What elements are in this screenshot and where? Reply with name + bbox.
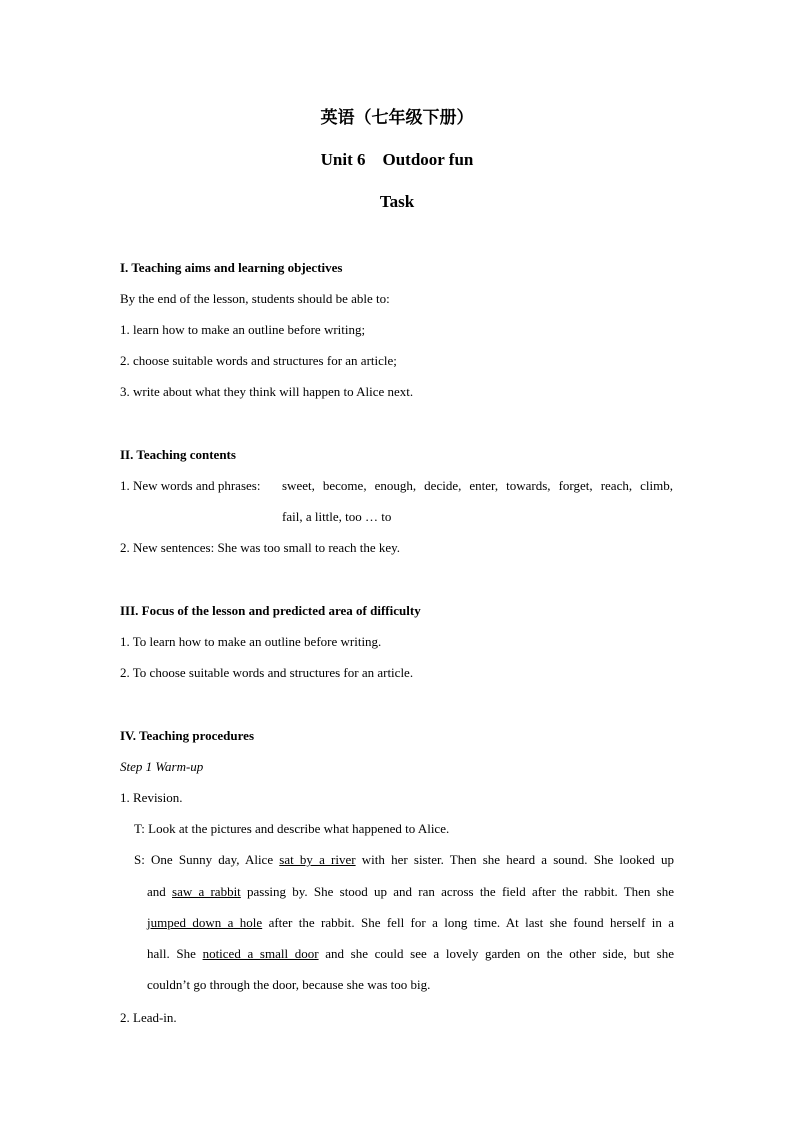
underlined-phrase: jumped down a hole bbox=[147, 915, 263, 930]
underlined-phrase: saw a rabbit bbox=[172, 884, 241, 899]
teacher-line: T: Look at the pictures and describe what happened to Alice. bbox=[134, 821, 450, 836]
aims-item: 3. write about what they think will happen to Alice next. bbox=[120, 384, 414, 399]
underlined-phrase: noticed a small door bbox=[202, 946, 319, 961]
focus-item: 1. To learn how to make an outline before writing. bbox=[120, 634, 382, 649]
focus-heading: III. Focus of the lesson and predicted area of difficulty bbox=[120, 603, 421, 618]
focus-item: 2. To choose suitable words and structures for an article. bbox=[120, 665, 414, 680]
new-words-label: 1. New words and phrases: bbox=[120, 478, 261, 493]
contents-heading: II. Teaching contents bbox=[120, 447, 236, 462]
underlined-phrase: sat by a river bbox=[279, 852, 356, 867]
student-line: S: One Sunny day, Alice sat by a river with her sister. Then she heard a sound. She looked up bbox=[134, 852, 674, 867]
aims-item: 1. learn how to make an outline before writing; bbox=[120, 322, 366, 337]
step1-heading: Step 1 Warm-up bbox=[120, 759, 204, 774]
aims-intro: By the end of the lesson, students should be able to: bbox=[120, 291, 390, 306]
new-words-line: fail, a little, too … to bbox=[282, 509, 392, 524]
revision-item: 1. Revision. bbox=[120, 790, 183, 805]
student-line: and saw a rabbit passing by. She stood up and ran across the field after the rabbit. Then she bbox=[147, 884, 674, 899]
new-words-line: sweet, become, enough, decide, enter, towards, forget, reach, climb, bbox=[282, 478, 673, 493]
document-title: 英语（七年级下册） bbox=[320, 108, 474, 127]
student-line: hall. She noticed a small door and she could see a lovely garden on the other side, but she bbox=[147, 946, 675, 961]
aims-item: 2. choose suitable words and structures for an article; bbox=[120, 353, 397, 368]
student-line: jumped down a hole after the rabbit. She fell for a long time. At last she found herself in a bbox=[147, 915, 674, 930]
new-sentences: 2. New sentences: She was too small to reach the key. bbox=[120, 540, 401, 555]
leadin-item: 2. Lead-in. bbox=[120, 1010, 177, 1025]
section-title: Task bbox=[379, 192, 415, 211]
unit-title: Unit 6 Outdoor fun bbox=[320, 150, 474, 169]
student-line: couldn’t go through the door, because she was too big. bbox=[147, 977, 431, 992]
procedures-heading: IV. Teaching procedures bbox=[120, 728, 255, 743]
aims-heading: I. Teaching aims and learning objectives bbox=[120, 260, 343, 275]
